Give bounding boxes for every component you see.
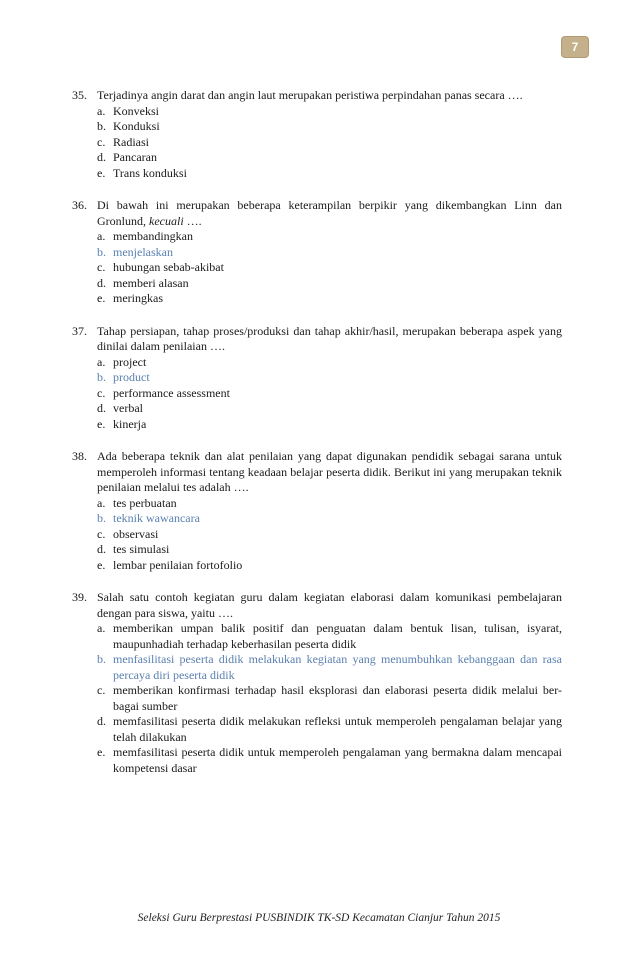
option-b-selected: b. menfasilitasi peserta didik melakukan kegiatan yang menumbuhkan kebanggaan dan rasa percaya diri peserta didik (97, 652, 562, 682)
option-c: c. performance assessment (97, 385, 230, 400)
option-d: d. memfasilitasi peserta didik melakukan refleksi untuk memperoleh pengalaman belajar yang telah dilakukan (97, 714, 562, 744)
question-number: 38. (72, 449, 87, 463)
option-b-selected: b. teknik wawancara (97, 511, 200, 525)
question-number: 36. (72, 198, 87, 212)
option-b-selected: b. product (97, 370, 150, 384)
page-number-badge: 7 (561, 36, 589, 58)
question-37 (72, 324, 562, 433)
option-d: d. memberi alasan (97, 275, 189, 290)
option-c: c. memberikan konfirmasi terhadap hasil eksplorasi dan elaborasi peserta didik melalui ber-bagai sumber (97, 683, 562, 713)
question-text: Tahap persiapan, tahap proses/produksi dan tahap akhir/hasil, merupakan beberapa aspek yang dinilai dalam penilaian …. (97, 323, 562, 353)
question-text: Terjadinya angin darat dan angin laut merupakan peristiwa perpindahan panas secara …. (97, 88, 523, 102)
option-c: c. Radiasi (97, 134, 149, 149)
question-list (72, 88, 562, 793)
question-text: Ada beberapa teknik dan alat penilaian yang dapat digunakan pendidik sebagai sarana untuk memperoleh informasi tentang keadaan belajar peserta didik. Berikut ini yang merupakan teknik penilaian melalui tes adalah …. (97, 449, 562, 494)
option-d: d. Pancaran (97, 150, 157, 164)
italic-keyword: kecuali (149, 213, 184, 228)
option-c: c. observasi (97, 526, 159, 541)
question-number: 35. (72, 88, 87, 102)
option-a: a. tes perbuatan (97, 495, 177, 510)
option-a: a. project (97, 354, 147, 369)
option-e: e. meringkas (97, 291, 163, 305)
question-36 (72, 198, 562, 307)
question-35 (72, 88, 562, 181)
option-d: d. tes simulasi (97, 542, 170, 556)
option-b-selected: b. menjelaskan (97, 244, 173, 259)
option-a: a. Konveksi (97, 103, 159, 118)
option-b: b. Konduksi (97, 119, 160, 133)
question-number: 39. (72, 590, 87, 604)
option-d: d. verbal (97, 401, 143, 415)
page-footer: Seleksi Guru Berprestasi PUSBINDIK TK-SD Kecamatan Cianjur Tahun 2015 (137, 912, 501, 924)
option-e: e. memfasilitasi peserta didik untuk memperoleh pengalaman yang bermakna dalam mencapai kompetensi dasar (97, 745, 562, 775)
option-e: e. Trans konduksi (97, 165, 187, 180)
option-e: e. kinerja (97, 416, 147, 431)
option-e: e. lembar penilaian fortofolio (97, 557, 243, 572)
option-a: a. memberikan umpan balik positif dan penguatan dalam bentuk lisan, tulisan, isyarat, maupunhadiah terhadap keberhasilan peserta didik (97, 621, 562, 651)
question-text: Di bawah ini merupakan beberapa keterampilan berpikir yang dikembangkan Linn dan Gronlund, kecuali …. (97, 198, 562, 228)
question-39 (72, 590, 562, 776)
option-c: c. hubungan sebab-akibat (97, 260, 224, 274)
question-text: Salah satu contoh kegiatan guru dalam kegiatan elaborasi dalam komunikasi pembelajaran dengan para siswa, yaitu …. (97, 590, 562, 620)
question-38 (72, 449, 562, 573)
question-number: 37. (72, 323, 87, 338)
option-a: a. membandingkan (97, 229, 193, 243)
